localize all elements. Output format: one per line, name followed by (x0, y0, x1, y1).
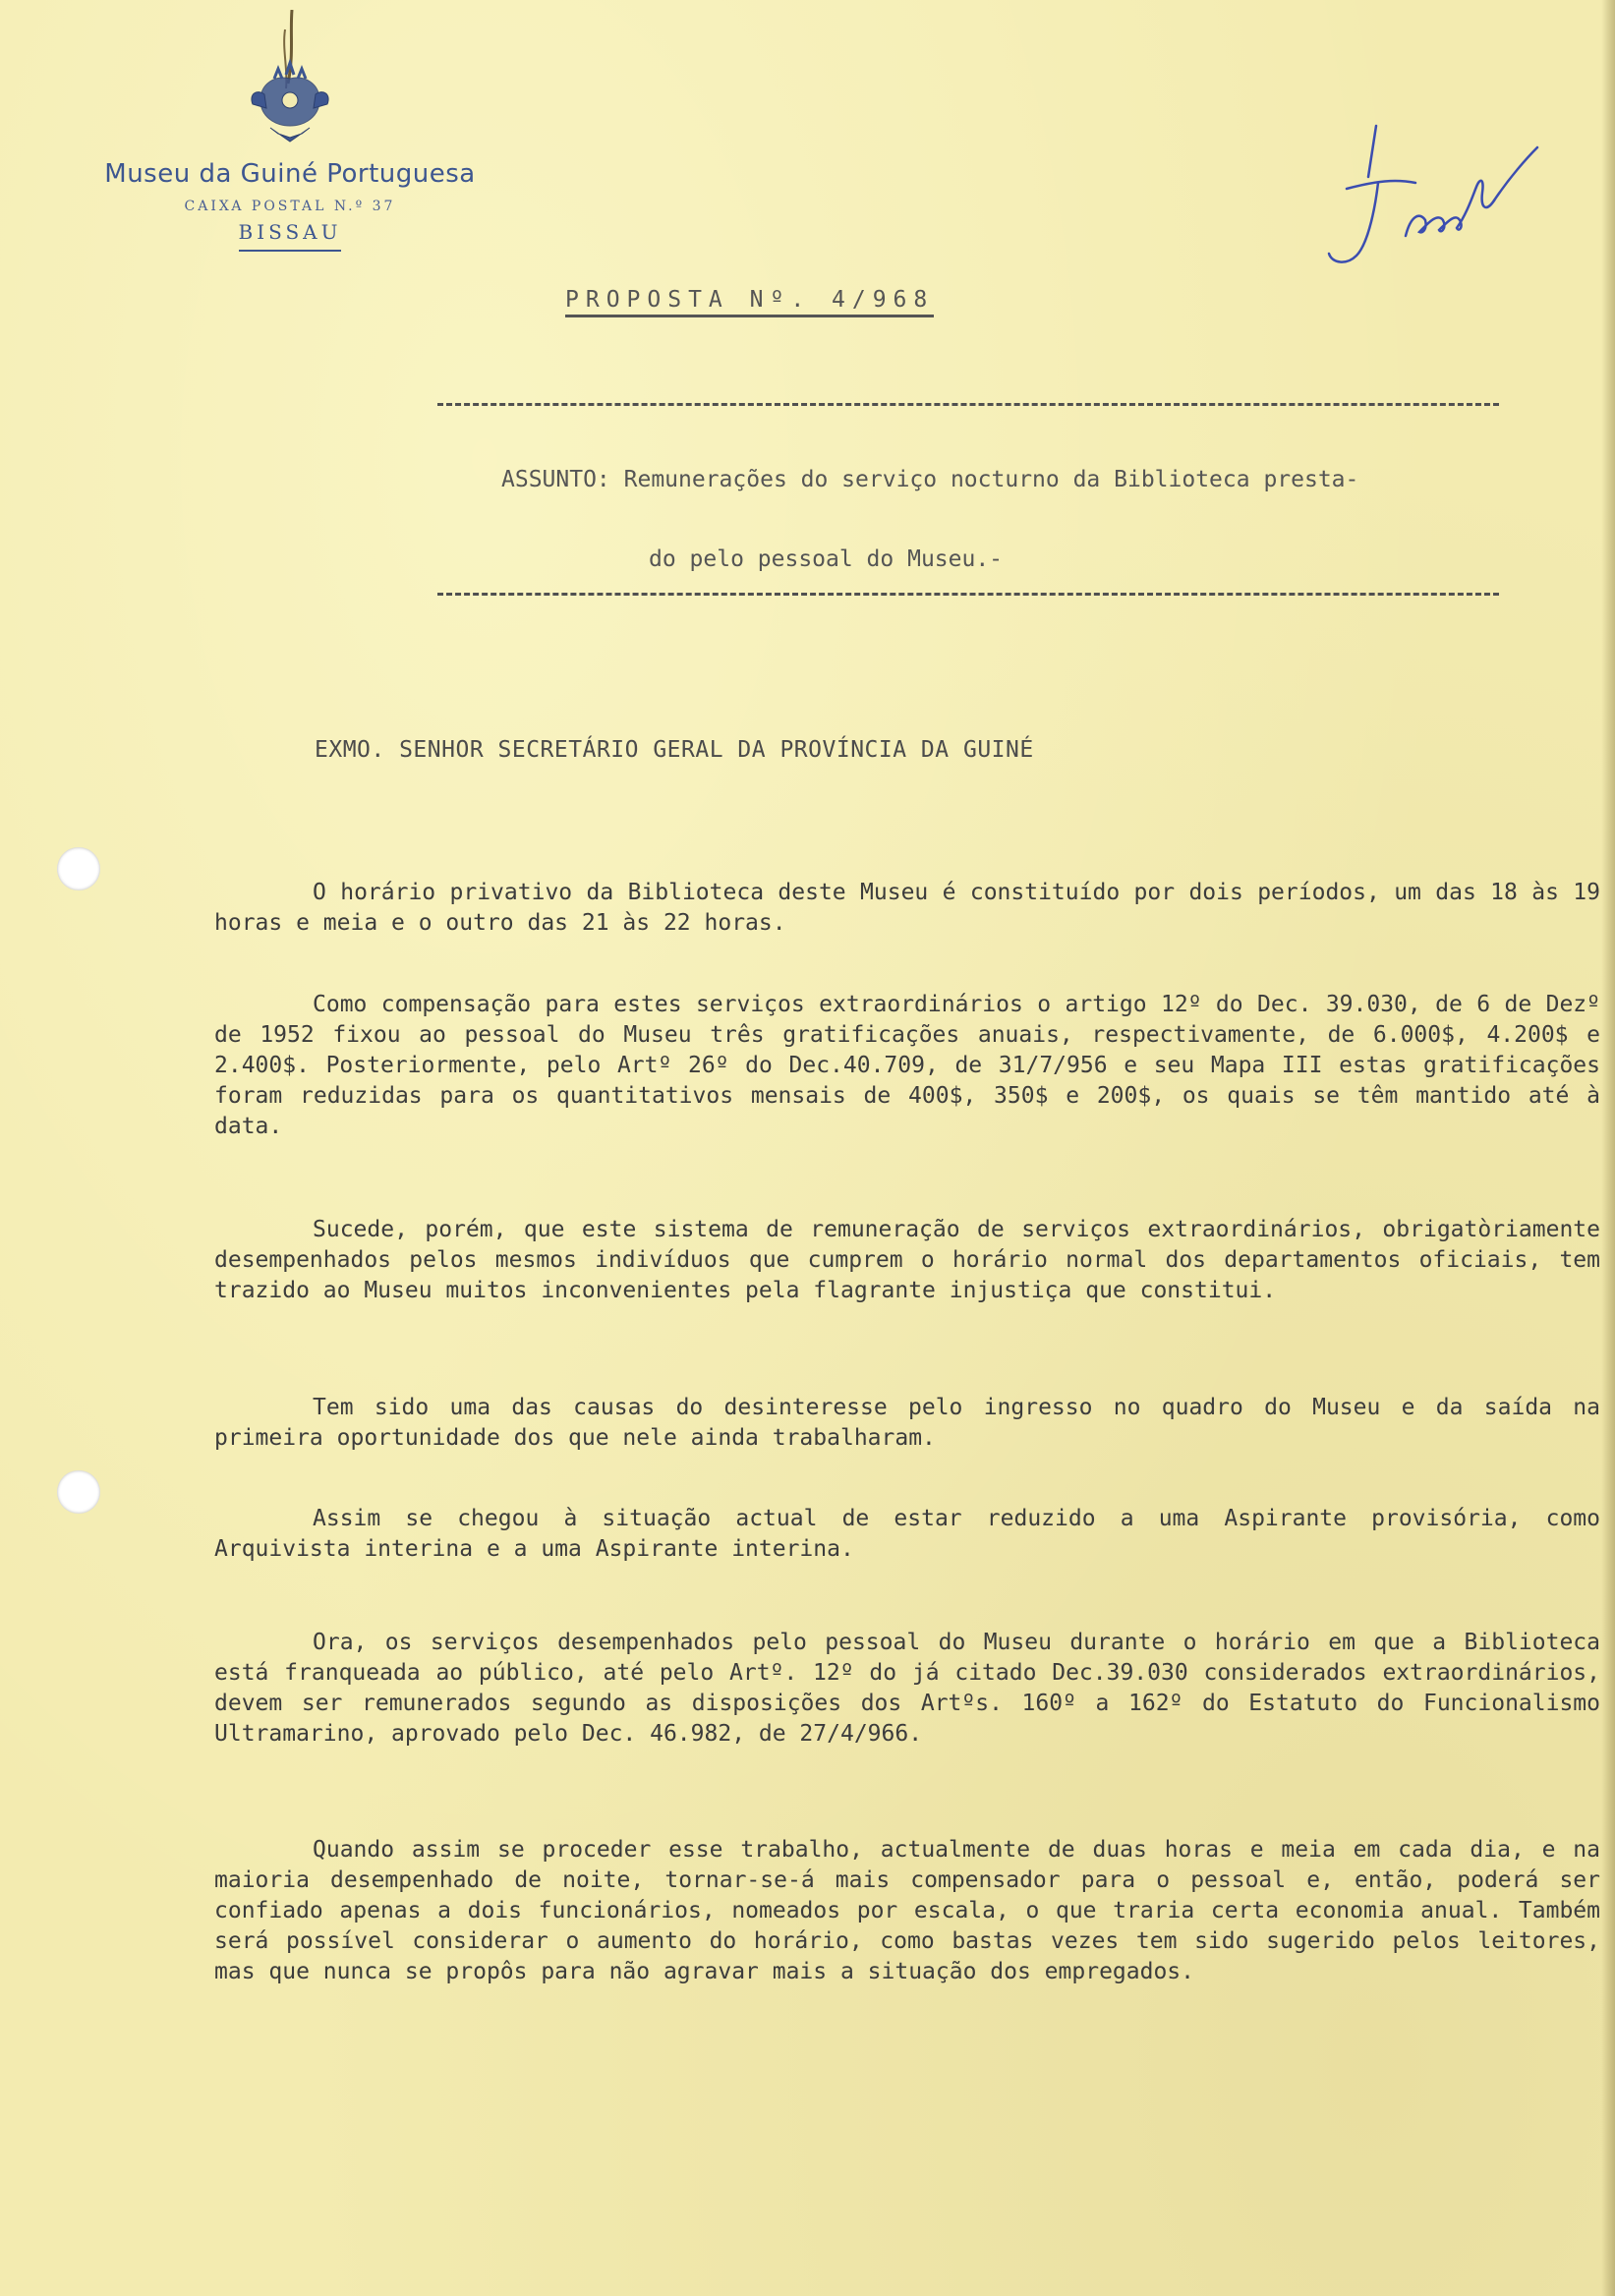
addressee: EXMO. SENHOR SECRETÁRIO GERAL DA PROVÍNCIA DA GUINÉ (315, 737, 1034, 763)
body-paragraph-3: Sucede, porém, que este sistema de remuneração de serviços extraordinários, obrigatòriamente desempenhados pelos mesmos indivíduos que cumprem o horário normal dos departamentos oficiais, tem trazido ao Museu muitos inconvenientes pela flagrante injustiça que constitui. (214, 1217, 1600, 1303)
subject-line-1: ASSUNTO: Remunerações do serviço nocturno da Biblioteca presta- (501, 467, 1359, 492)
institution-name: Museu da Guiné Portuguesa (104, 159, 476, 189)
body-paragraph-7: Quando assim se proceder esse trabalho, actualmente de duas horas e meia em cada dia, e na maioria desempenhado de noite, tornar-se-á mais compensador para o pessoal e, então, poderá ser confiado apenas a dois funcionários, nomeados por escala, o que traria certa economia anual. Também será possível considerar o aumento do horário, como bastas vezes tem sido sugerido pelos leitores, mas que nunca se propôs para não agravar mais a situação dos empregados. (214, 1837, 1600, 1984)
postal-box: CAIXA POSTAL N.º 37 (184, 199, 396, 214)
body-paragraph-6: Ora, os serviços desempenhados pelo pessoal do Museu durante o horário em que a Biblioteca está franqueada ao público, até pelo Artº. 12º do já citado Dec.39.030 considerados extraordinários, devem ser remunerados segundo as disposições dos Artºs. 160º a 162º do Estatuto do Funcionalismo Ultramarino, aprovado pelo Dec. 46.982, de 27/4/966. (214, 1630, 1600, 1747)
body-paragraph-4: Tem sido uma das causas do desinteresse pelo ingresso no quadro do Museu e da saída na primeira oportunidade dos que nele ainda trabalharam. (214, 1395, 1600, 1451)
letterhead (74, 10, 506, 252)
subject-block (501, 440, 1543, 600)
punch-hole-bottom (57, 1470, 100, 1514)
handwritten-signature (1317, 118, 1543, 285)
subject-line-2: do pelo pessoal do Museu.- (649, 546, 1004, 572)
body-paragraph-5: Assim se chegou à situação actual de estar reduzido a uma Aspirante provisória, como Arquivista interina e a uma Aspirante interina. (214, 1506, 1600, 1562)
divider-bottom (437, 593, 1499, 596)
page-edge-shadow (1601, 0, 1615, 2296)
body-paragraph-2: Como compensação para estes serviços extraordinários o artigo 12º do Dec. 39.030, de 6 de Dezº de 1952 fixou ao pessoal do Museu três gratificações anuais, respectivamente, de 6.000$, 4.200$ e 2.400$. Posteriormente, pelo Artº 26º do Dec.40.709, de 31/7/956 e seu Mapa III estas gratificações foram reduzidas para os quantitativos mensais de 400$, 350$ e 200$, os quais se têm mantido até à data. (214, 992, 1600, 1139)
city-name: BISSAU (239, 220, 342, 252)
punch-hole-top (57, 847, 100, 890)
proposal-title: PROPOSTA Nº. 4/968 (565, 287, 934, 317)
divider-top (437, 403, 1499, 406)
body-paragraph-1: O horário privativo da Biblioteca deste Museu é constituído por dois períodos, um das 18 às 19 horas e meia e o outro das 21 às 22 horas. (214, 880, 1600, 936)
museum-emblem-icon (231, 10, 349, 157)
